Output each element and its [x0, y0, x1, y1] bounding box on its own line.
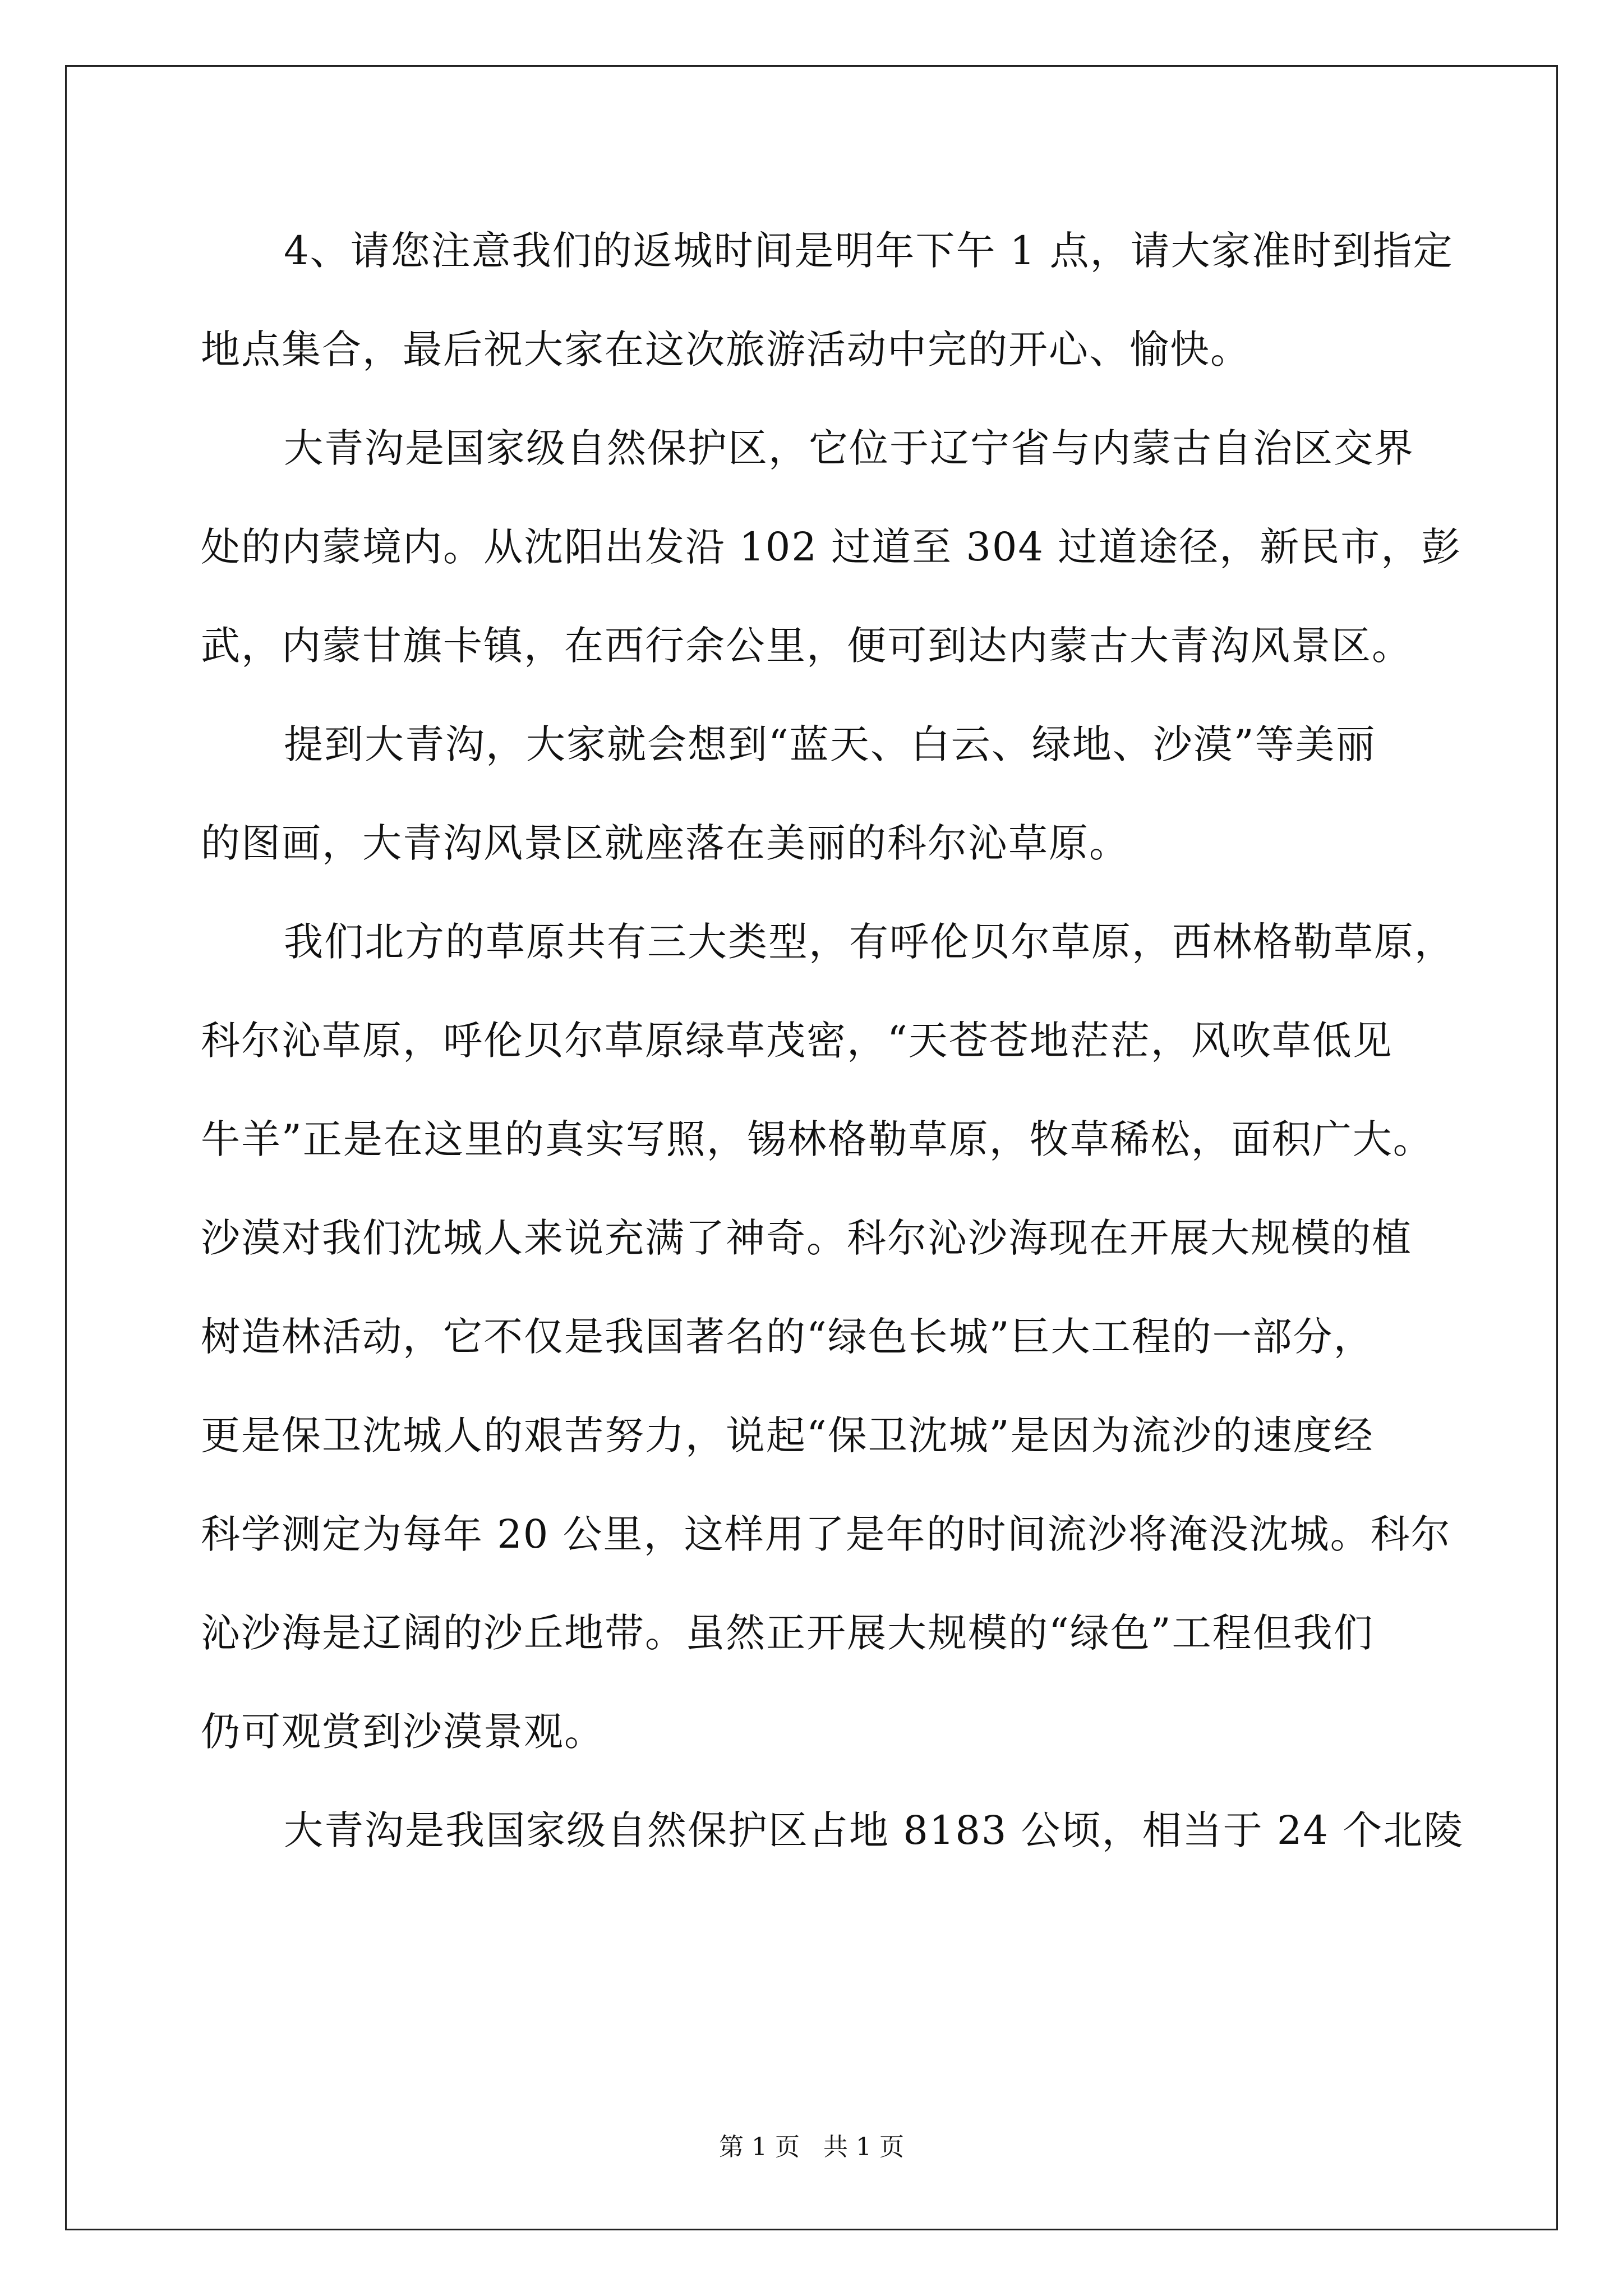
text-line: 沙漠对我们沈城人来说充满了神奇。科尔沁沙海现在开展大规模的植 — [201, 1215, 1412, 1261]
text-line: 4、请您注意我们的返城时间是明年下午 1 点，请大家准时到指定 — [284, 228, 1454, 274]
text-line: 武，内蒙甘旗卡镇，在西行余公里，便可到达内蒙古大青沟风景区。 — [201, 623, 1412, 669]
text-line: 处的内蒙境内。从沈阳出发沿 102 过道至 304 过道途径，新民市，彭 — [201, 524, 1462, 570]
text-line: 仍可观赏到沙漠景观。 — [201, 1709, 605, 1755]
text-line: 更是保卫沈城人的艰苦努力，说起“保卫沈城”是因为流沙的速度经 — [201, 1412, 1374, 1458]
page-footer: 第 1 页 共 1 页 — [719, 2133, 904, 2161]
text-line: 树造林活动，它不仅是我国著名的“绿色长城”巨大工程的一部分， — [201, 1314, 1374, 1360]
text-line: 我们北方的草原共有三大类型，有呼伦贝尔草原，西林格勒草原， — [284, 919, 1455, 965]
text-line: 沁沙海是辽阔的沙丘地带。虽然正开展大规模的“绿色”工程但我们 — [201, 1610, 1374, 1656]
text-line: 科学测定为每年 20 公里，这样用了是年的时间流沙将淹没沈城。科尔 — [201, 1511, 1451, 1557]
text-line: 的图画，大青沟风景区就座落在美丽的科尔沁草原。 — [201, 820, 1129, 866]
text-line: 提到大青沟，大家就会想到“蓝天、白云、绿地、沙漠”等美丽 — [284, 721, 1376, 767]
text-line: 大青沟是我国家级自然保护区占地 8183 公顷，相当于 24 个北陵 — [284, 1807, 1464, 1853]
text-line: 牛羊”正是在这里的真实写照，锡林格勒草原，牧草稀松，面积广大。 — [201, 1116, 1433, 1162]
document-body — [201, 213, 1464, 1892]
text-line: 大青沟是国家级自然保护区，它位于辽宁省与内蒙古自治区交界 — [284, 425, 1414, 471]
text-line: 科尔沁草原，呼伦贝尔草原绿草茂密，“天苍苍地茫茫，风吹草低见 — [201, 1018, 1393, 1064]
text-line: 地点集合，最后祝大家在这次旅游活动中完的开心、愉快。 — [201, 326, 1251, 372]
